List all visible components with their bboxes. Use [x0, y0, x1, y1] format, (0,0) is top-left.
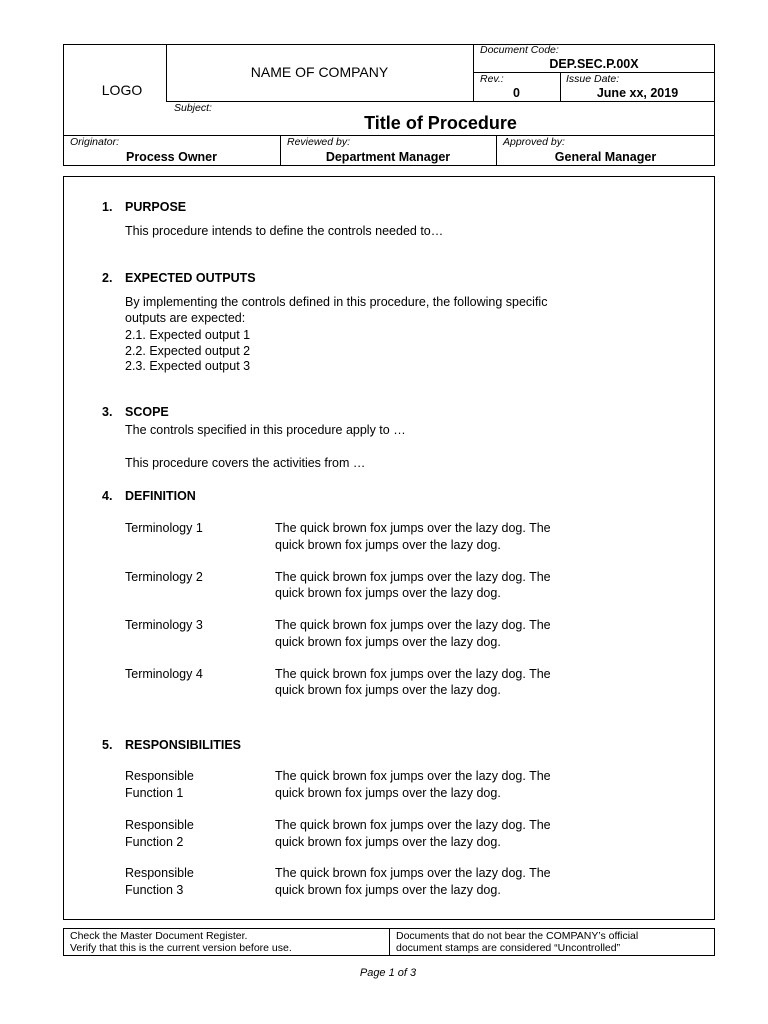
- section-title-definition: DEFINITION: [125, 489, 196, 503]
- scope-text: This procedure covers the activities from …: [125, 456, 366, 470]
- originator-label: Originator:: [70, 136, 120, 148]
- logo-placeholder: LOGO: [101, 82, 143, 98]
- definition-text: The quick brown fox jumps over the lazy dog. The: [275, 570, 551, 584]
- procedure-title: Title of Procedure: [364, 113, 517, 133]
- output-item: 2.3. Expected output 3: [125, 359, 251, 373]
- definition-text: quick brown fox jumps over the lazy dog.: [275, 538, 501, 552]
- issue-date: June xx, 2019: [596, 86, 679, 100]
- section-number: 4.: [102, 489, 113, 503]
- responsibility-role: Responsible: [125, 818, 194, 832]
- approved-by-value: General Manager: [554, 150, 657, 164]
- rev-label: Rev.:: [480, 73, 504, 85]
- footer-divider: [389, 928, 390, 956]
- section-title-responsibilities: RESPONSIBILITIES: [125, 738, 241, 752]
- responsibility-role: Function 1: [125, 786, 184, 800]
- header-divider: [63, 135, 715, 136]
- footer-note-right: Documents that do not bear the COMPANY’s official: [396, 930, 639, 942]
- responsibility-role: Responsible: [125, 769, 194, 783]
- header-divider: [166, 101, 715, 102]
- definition-text: The quick brown fox jumps over the lazy dog. The: [275, 667, 551, 681]
- footer-note-right: document stamps are considered “Uncontrolled”: [396, 942, 621, 954]
- originator-value: Process Owner: [125, 150, 217, 164]
- definition-term: Terminology 1: [125, 521, 203, 535]
- responsibility-text: The quick brown fox jumps over the lazy dog. The: [275, 818, 551, 832]
- definition-text: quick brown fox jumps over the lazy dog.: [275, 635, 501, 649]
- responsibility-text: The quick brown fox jumps over the lazy dog. The: [275, 769, 551, 783]
- definition-term: Terminology 3: [125, 618, 203, 632]
- approved-by-label: Approved by:: [503, 136, 565, 148]
- company-name: NAME OF COMPANY: [250, 64, 389, 80]
- responsibility-text: quick brown fox jumps over the lazy dog.: [275, 883, 501, 897]
- responsibility-text: quick brown fox jumps over the lazy dog.: [275, 786, 501, 800]
- output-item: 2.1. Expected output 1: [125, 328, 251, 342]
- output-item: 2.2. Expected output 2: [125, 344, 251, 358]
- definition-text: quick brown fox jumps over the lazy dog.: [275, 586, 501, 600]
- reviewed-by-label: Reviewed by:: [287, 136, 351, 148]
- responsibility-role: Function 2: [125, 835, 184, 849]
- section-title-purpose: PURPOSE: [125, 200, 187, 214]
- section-title-outputs: EXPECTED OUTPUTS: [125, 271, 256, 285]
- reviewed-by-value: Department Manager: [325, 150, 451, 164]
- subject-label: Subject:: [174, 102, 212, 114]
- section-number: 3.: [102, 405, 113, 419]
- responsibility-text: The quick brown fox jumps over the lazy dog. The: [275, 866, 551, 880]
- definition-text: quick brown fox jumps over the lazy dog.: [275, 683, 501, 697]
- footer-note-left: Check the Master Document Register.: [70, 930, 248, 942]
- section-number: 2.: [102, 271, 113, 285]
- definition-text: The quick brown fox jumps over the lazy dog. The: [275, 618, 551, 632]
- scope-text: The controls specified in this procedure apply to …: [125, 423, 406, 437]
- document-code: DEP.SEC.P.00X: [549, 57, 639, 71]
- responsibility-role: Responsible: [125, 866, 194, 880]
- responsibility-text: quick brown fox jumps over the lazy dog.: [275, 835, 501, 849]
- footer-note-left: Verify that this is the current version before use.: [70, 942, 292, 954]
- section-number: 5.: [102, 738, 113, 752]
- issue-date-label: Issue Date:: [566, 73, 620, 85]
- rev-value: 0: [513, 86, 520, 100]
- definition-term: Terminology 2: [125, 570, 203, 584]
- purpose-text: This procedure intends to define the controls needed to…: [125, 224, 444, 238]
- definition-text: The quick brown fox jumps over the lazy dog. The: [275, 521, 551, 535]
- page-number: Page 1 of 3: [359, 967, 417, 979]
- outputs-text: outputs are expected:: [125, 311, 246, 325]
- definition-term: Terminology 4: [125, 667, 203, 681]
- document-code-label: Document Code:: [480, 44, 559, 56]
- section-title-scope: SCOPE: [125, 405, 169, 419]
- section-number: 1.: [102, 200, 113, 214]
- outputs-text: By implementing the controls defined in this procedure, the following specific: [125, 295, 548, 309]
- responsibility-role: Function 3: [125, 883, 184, 897]
